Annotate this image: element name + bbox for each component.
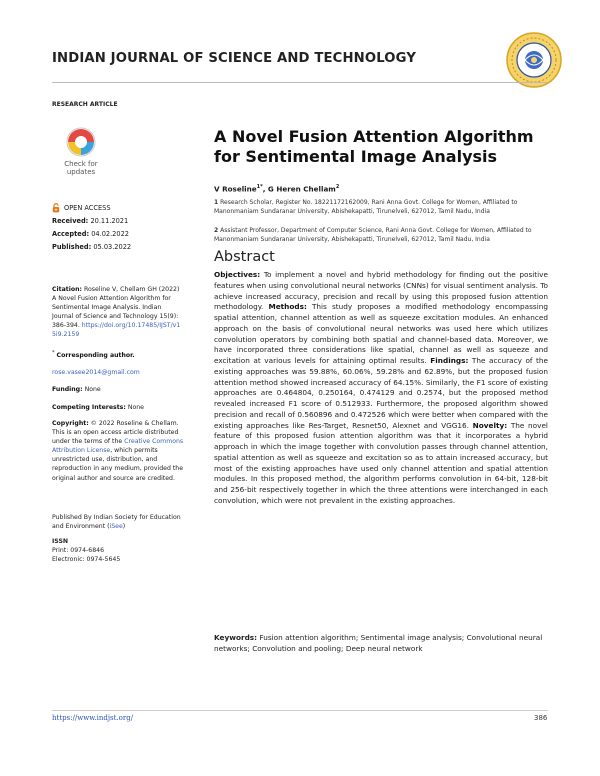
doi-link[interactable]: https://doi.org/10.17485/IJST/v15i9.2159 xyxy=(52,322,181,339)
corresponding-author: * Corresponding author. xyxy=(52,350,135,360)
license-link[interactable]: Creative Commons Attribution License xyxy=(52,438,184,455)
accepted-date: Accepted: 04.02.2022 xyxy=(52,230,129,238)
affiliation-2: 2 Assistant Professor, Department of Computer Science, Rani Anna Govt. College for Women, Affiliated to Manonmaniam Sundaranar University, Abishekapatti, Tirunelveli, 627012, Tamil Nadu, India xyxy=(214,227,532,243)
check-for-updates-label[interactable]: Check for updates xyxy=(64,160,98,176)
journal-logo-icon xyxy=(506,32,562,88)
journal-url-link[interactable]: https://www.indjst.org/ xyxy=(52,714,134,722)
author-name: V Roseline xyxy=(214,184,257,194)
keywords: Keywords: Fusion attention algorithm; Sentimental image analysis; Convolutional neural networks; Convolution and pooling; Deep neural network xyxy=(214,633,543,653)
issn-block: ISSN Print: 0974-6846 Electronic: 0974-5645 xyxy=(52,538,121,564)
affiliation-1: 1 Research Scholar, Register No. 18221172162009, Rani Anna Govt. College for Women, Affiliated to Manonmaniam Sundaranar University, Abishekapatti, Tirunelveli, 627012, Tamil Nadu, India xyxy=(214,199,518,215)
email-link[interactable]: rose.vasee2014@gmail.com xyxy=(52,369,140,376)
funding: Funding: None xyxy=(52,386,101,393)
header-divider xyxy=(52,82,548,83)
journal-title: INDIAN JOURNAL OF SCIENCE AND TECHNOLOGY xyxy=(52,51,417,66)
open-access-badge: OPEN ACCESS xyxy=(52,203,111,213)
page-number: 386 xyxy=(534,714,548,722)
paper-title: A Novel Fusion Attention Algorithm for Sentimental Image Analysis xyxy=(214,127,534,166)
publisher: Published By Indian Society for Education and Environment (iSee) xyxy=(52,514,181,531)
open-lock-icon xyxy=(52,203,60,213)
copyright: Copyright: © 2022 Roseline & Chellam. This is an open access article distributed under the terms of the Creative Commons Attribution License, which permits unrestricted use, distribution, and reproduction in any medium, provided the original author and source are credited. xyxy=(52,420,184,482)
footer-divider xyxy=(52,710,548,711)
citation: Citation: Roseline V, Chellam GH (2022) A Novel Fusion Attention Algorithm for Sentimental Image Analysis. Indian Journal of Science and Technology 15(9): 386-394. https://doi.org/10.17485/IJST/v15i9.2159 xyxy=(52,286,181,339)
competing-interests: Competing Interests: None xyxy=(52,404,144,411)
isee-link[interactable]: iSee xyxy=(109,523,123,531)
received-date: Received: 20.11.2021 xyxy=(52,217,129,225)
article-type: RESEARCH ARTICLE xyxy=(52,101,118,108)
author-list: V Roseline$^{1*}$, G Heren Chellam$^2$ xyxy=(214,184,340,194)
published-date: Published: 05.03.2022 xyxy=(52,243,132,251)
abstract-heading: Abstract xyxy=(214,249,275,265)
author-name: , G Heren Chellam xyxy=(262,184,336,194)
abstract-body: Objectives: To implement a novel and hybrid methodology for finding out the positive features when using convolutional neural networks (CNNs) for visual sentiment analysis. To achieve increased accuracy, precision and recall by using this proposed fusion attention methodology. Methods: This study proposes a modified methodology encompassing spatial attention, channel attention as well as squeeze excitation modules. An enhanced approach on the basis of convolutional neural networks was used here which utilizes convolution operators by combining both spatial and channel-based data. Moreover, we have incorporated three considerations like spatial, channel as well as squeeze and excitation at various levels for attaining optimal results. Findings: The accuracy of the existing approaches was 59.88%, 60.06%, 59.28% and 62.89%, but the proposed fusion attention method showed increased accuracy of 64.15%. Similarly, the F1 score of existing approaches are 0.464804, 0.250164, 0.474129 and 0.2574, but the proposed method revealed increased F1 score of 0.512933. Furthermore, the proposed algorithm showed precision and recall of 0.560896 and 0.472526 which were better when compared with the existing approaches like Res-Target, Resnet50, Alexnet and VGG16. Novelty: The novel feature of this proposed fusion attention algorithm was that it incorporates a hybrid approach in which the image together with convolution passes through channel attention, spatial attention as well as squeeze and excitation so as to attain increased accuracy, but most of the existing approaches have used only channel attention and spatial attention modules. In this proposed method, the algorithm performs convolution in 64-bit, 128-bit and 256-bit respectively together in which the three attentions were interchanged in each convolution, which were not prevalent in the existing approaches. xyxy=(214,270,549,505)
